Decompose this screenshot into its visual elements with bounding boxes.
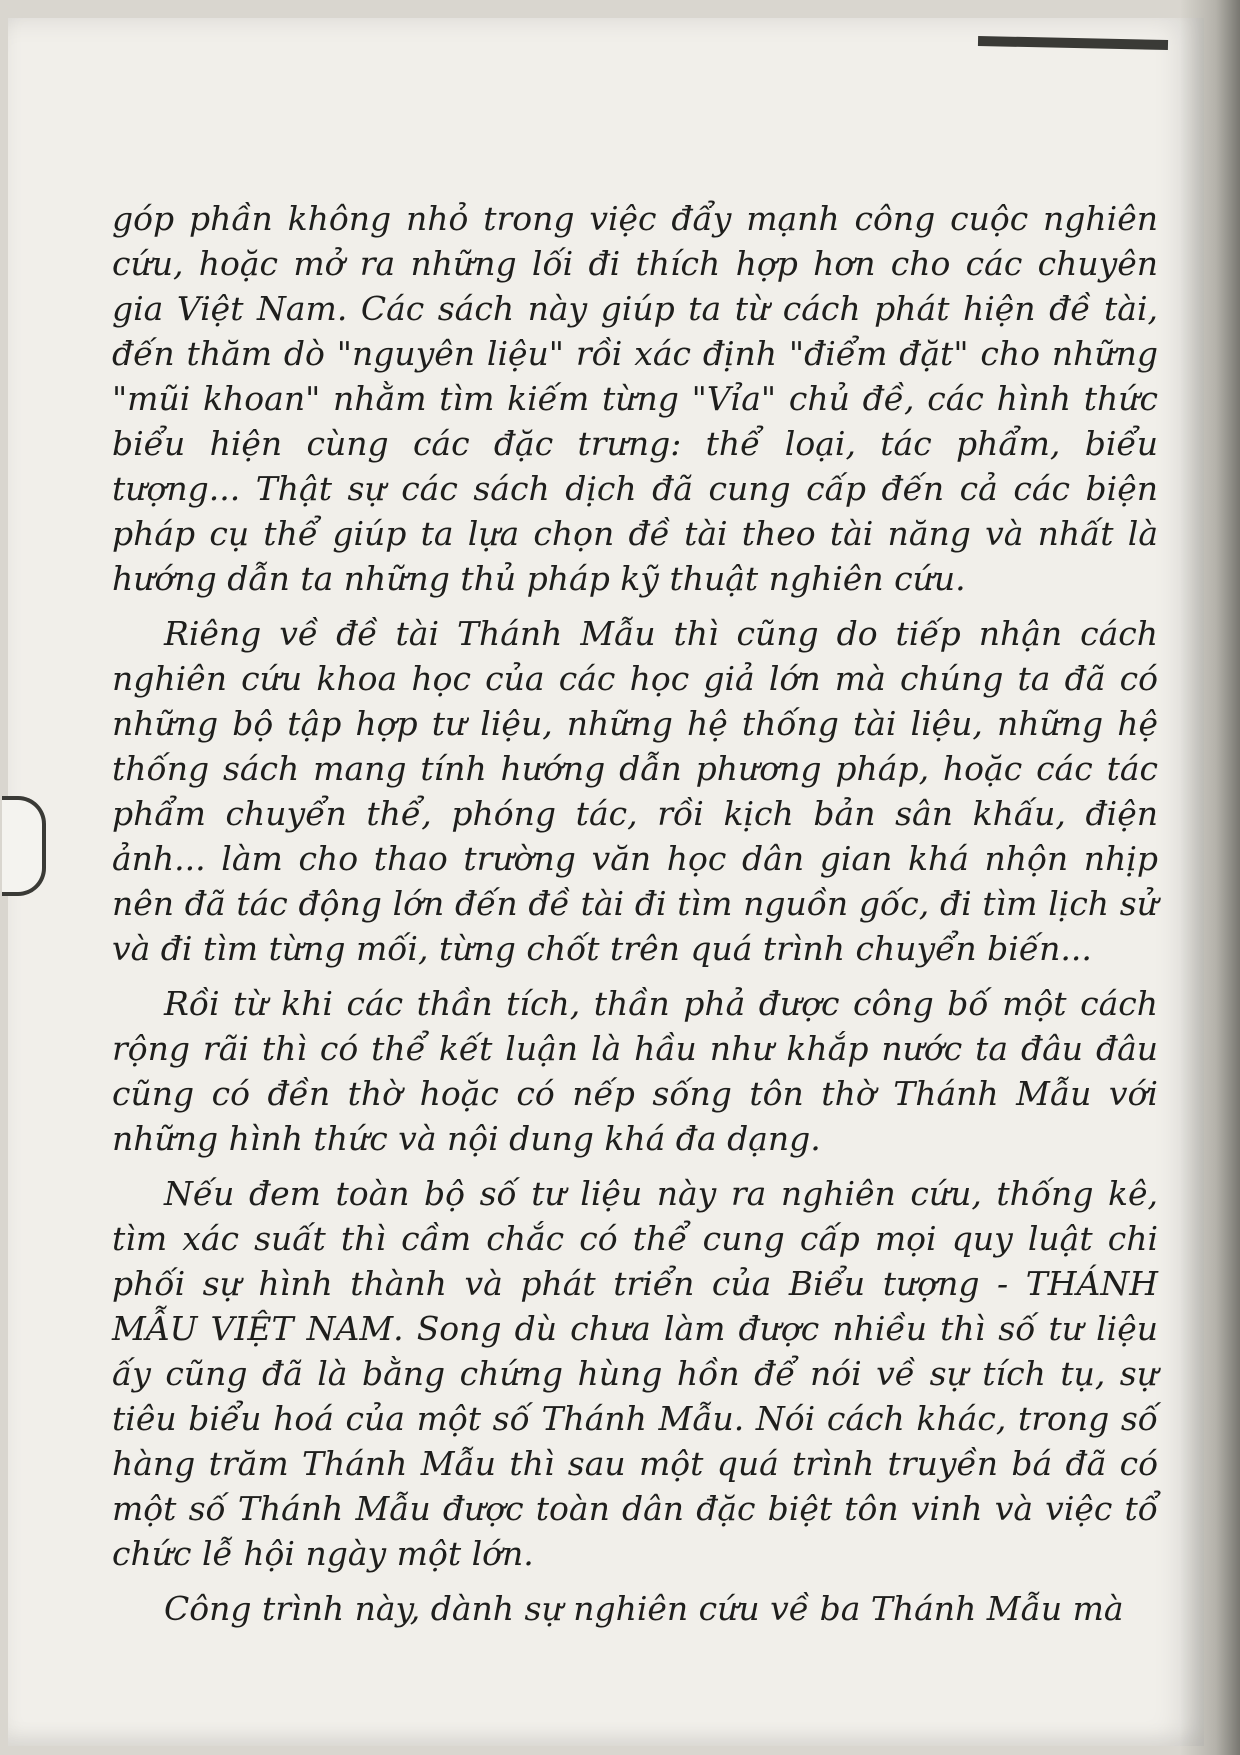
paragraph: Riêng về đề tài Thánh Mẫu thì cũng do tiếp nhận cách nghiên cứu khoa học của các học giả lớn mà chúng ta đã có những bộ tập hợp tư liệu, những hệ thống tài liệu, những hệ thống sách mang tính hướng dẫn phương pháp, hoặc các tác phẩm chuyển thể, phóng tác, rồi kịch bản sân khấu, điện ảnh... làm cho thao trường văn học dân gian khá nhộn nhịp nên đã tác động lớn đến đề tài đi tìm nguồn gốc, đi tìm lịch sử và đi tìm từng mối, từng chốt trên quá trình chuyển biến... bbox=[112, 614, 1158, 968]
paragraph: góp phần không nhỏ trong việc đẩy mạnh công cuộc nghiên cứu, hoặc mở ra những lối đi thích hợp hơn cho các chuyên gia Việt Nam. Các sách này giúp ta từ cách phát hiện đề tài, đến thăm dò "nguyên liệu" rồi xác định "điểm đặt" cho những "mũi khoan" nhằm tìm kiếm từng "Vỉa" chủ đề, các hình thức biểu hiện cùng các đặc trưng: thể loại, tác phẩm, biểu tượng... Thật sự các sách dịch đã cung cấp đến cả các biện pháp cụ thể giúp ta lựa chọn đề tài theo tài năng và nhất là hướng dẫn ta những thủ pháp kỹ thuật nghiên cứu. bbox=[112, 199, 1158, 598]
page-edge-mark bbox=[978, 36, 1168, 50]
paragraph: Công trình này, dành sự nghiên cứu về ba Thánh Mẫu mà bbox=[164, 1589, 1124, 1628]
page-edge-shadow bbox=[1180, 0, 1240, 1755]
paragraph: Rồi từ khi các thần tích, thần phả được công bố một cách rộng rãi thì có thể kết luận là hầu như khắp nước ta đâu đâu cũng có đền thờ hoặc có nếp sống tôn thờ Thánh Mẫu với những hình thức và nội dung khá đa dạng. bbox=[112, 984, 1158, 1158]
paragraph: Nếu đem toàn bộ số tư liệu này ra nghiên cứu, thống kê, tìm xác suất thì cầm chắc có thể cung cấp mọi quy luật chi phối sự hình thành và phát triển của Biểu tượng - THÁNH MẪU VIỆT NAM. Song dù chưa làm được nhiều thì số tư liệu ấy cũng đã là bằng chứng hùng hồn để nói về sự tích tụ, sự tiêu biểu hoá của một số Thánh Mẫu. Nói cách khác, trong số hàng trăm Thánh Mẫu thì sau một quá trình truyền bá đã có một số Thánh Mẫu được toàn dân đặc biệt tôn vinh và việc tổ chức lễ hội ngày một lớn. bbox=[112, 1174, 1158, 1573]
body-text bbox=[112, 196, 1158, 1641]
binder-clip bbox=[2, 796, 46, 896]
book-page bbox=[8, 18, 1204, 1746]
